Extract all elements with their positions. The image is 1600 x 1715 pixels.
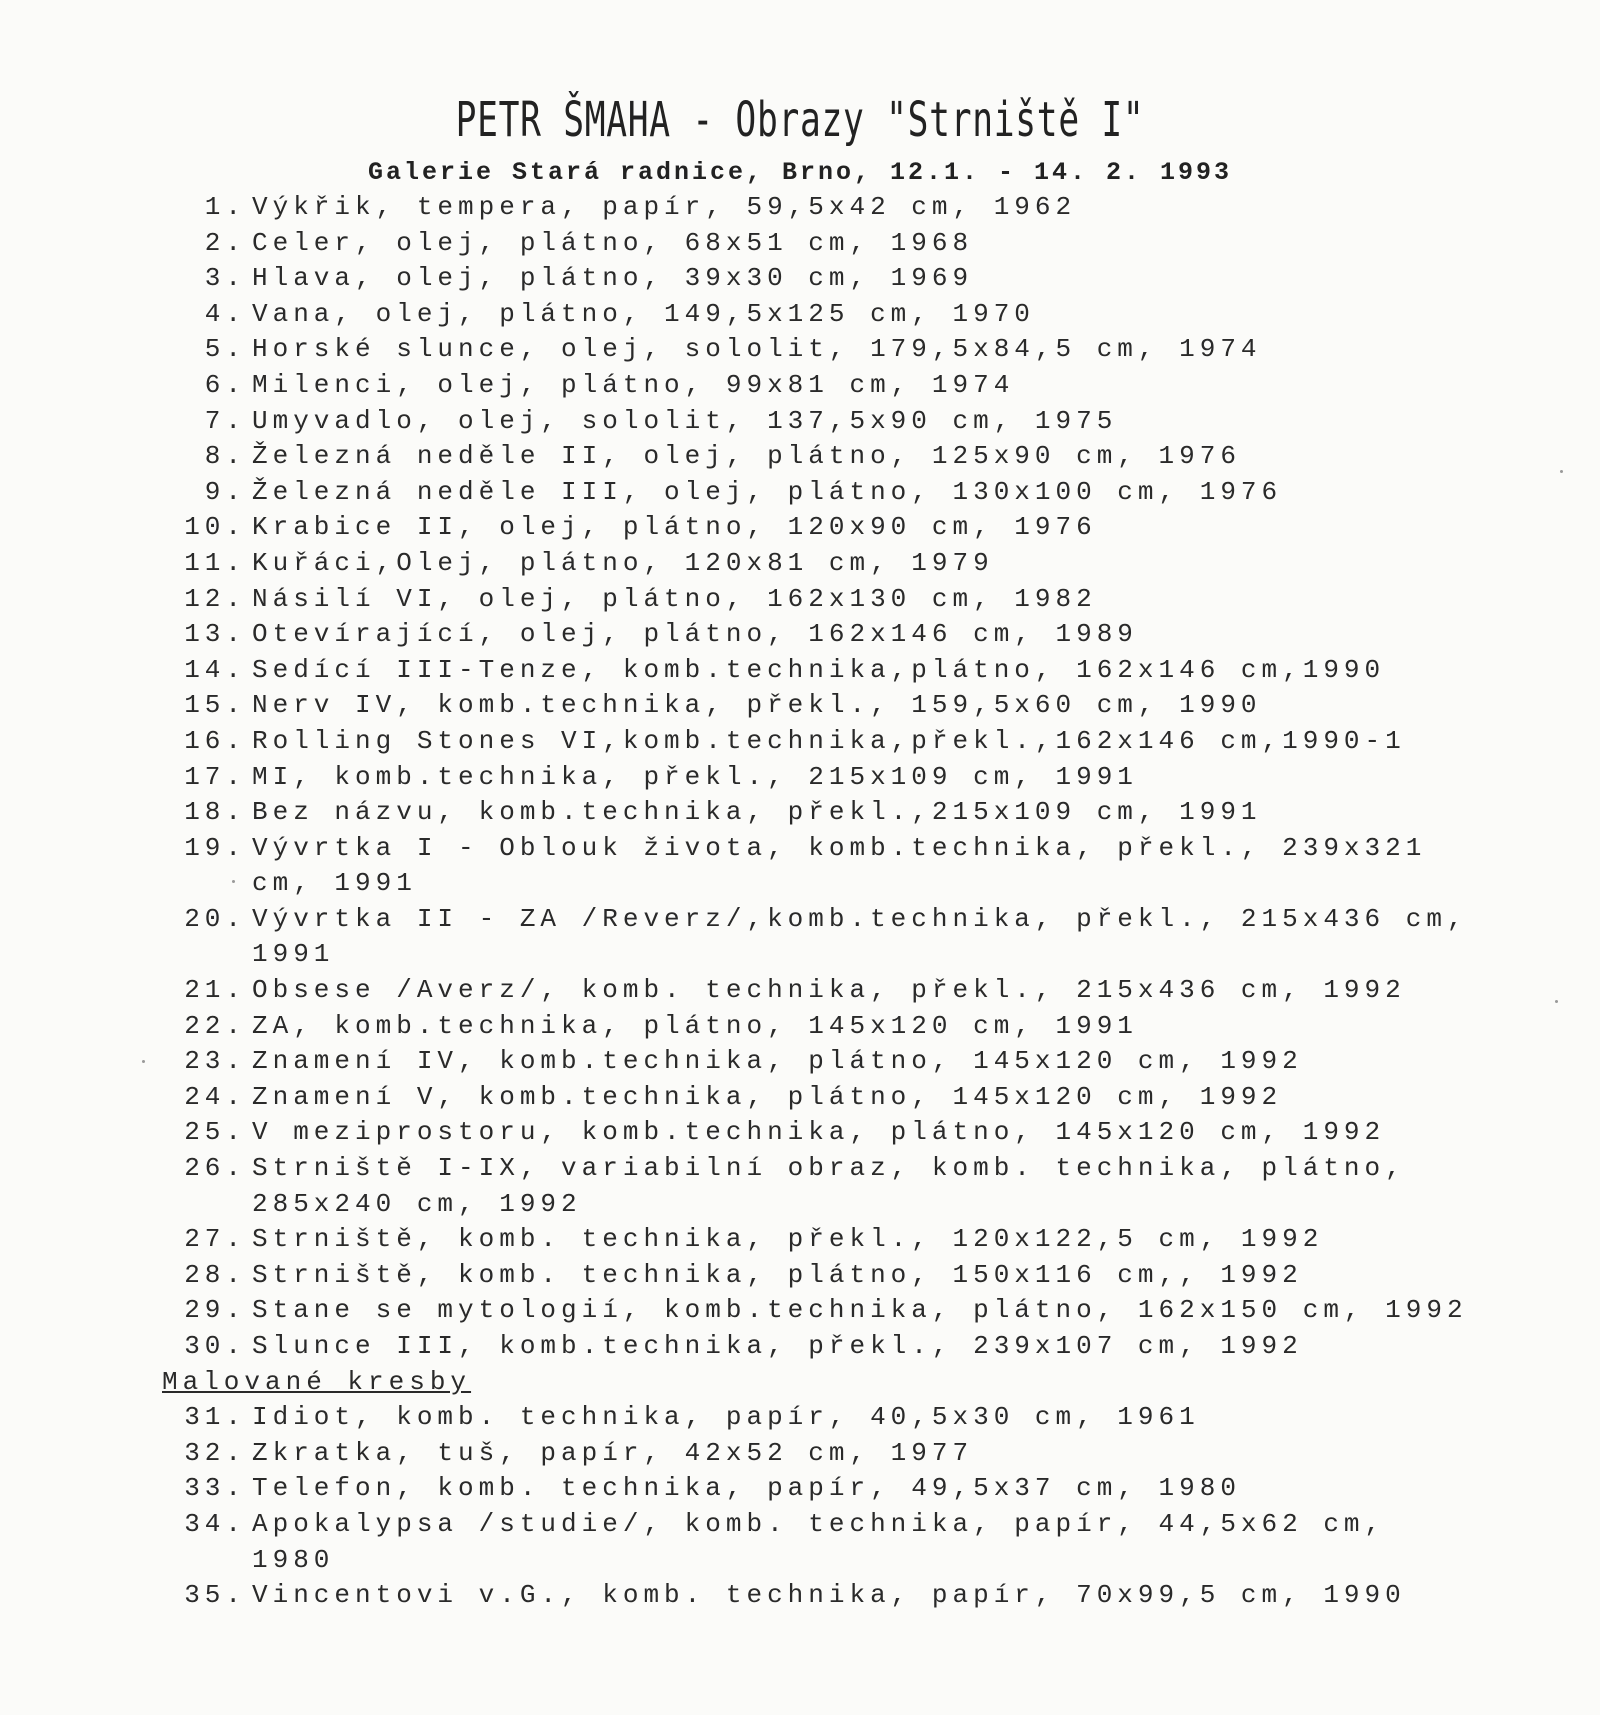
page-subtitle: Galerie Stará radnice, Brno, 12.1. - 14. 2. 1993: [367, 158, 1233, 187]
item-number: 29.: [184, 1295, 246, 1326]
item-number: 3.: [204, 263, 246, 294]
list-item: [160, 724, 1480, 760]
list-item: [160, 226, 1480, 262]
item-number: 18.: [184, 797, 246, 828]
item-number: 12.: [184, 583, 246, 614]
item-text: Hlava, olej, plátno, 39x30 cm, 1969: [252, 263, 974, 294]
list-item: [160, 688, 1480, 724]
list-item: [160, 261, 1480, 297]
list-item: [160, 1400, 1480, 1436]
item-number: 35.: [184, 1580, 246, 1611]
item-number: 6.: [204, 369, 246, 400]
list-item: [160, 546, 1480, 582]
item-number: 19.: [184, 832, 246, 863]
list-item: [160, 510, 1480, 546]
item-text: Strniště, komb. technika, překl., 120x122,5 cm, 1992: [252, 1224, 1324, 1255]
item-number: 9.: [204, 476, 246, 507]
item-number: 4.: [204, 298, 246, 329]
item-number: 22.: [184, 1010, 246, 1041]
list-item: [160, 1009, 1480, 1045]
list-item: [160, 760, 1480, 796]
item-text: Horské slunce, olej, sololit, 179,5x84,5 cm, 1974: [252, 334, 1262, 365]
item-number: 32.: [184, 1437, 246, 1468]
item-text: Vana, olej, plátno, 149,5x125 cm, 1970: [252, 298, 1035, 329]
item-number: 14.: [184, 654, 246, 685]
item-text: Zkratka, tuš, papír, 42x52 cm, 1977: [252, 1437, 974, 1468]
item-number: 10.: [184, 512, 246, 543]
list-item: [160, 973, 1480, 1009]
item-text: Umyvadlo, olej, sololit, 137,5x90 cm, 1975: [252, 405, 1118, 436]
item-text: Vincentovi v.G., komb. technika, papír, 70x99,5 cm, 1990: [252, 1580, 1406, 1611]
list-item: [160, 582, 1480, 618]
item-text: Železná neděle III, olej, plátno, 130x100 cm, 1976: [252, 476, 1283, 507]
item-text: Apokalypsa /studie/, komb. technika, papír, 44,5x62 cm, 1980: [252, 1508, 1406, 1575]
page-title: PETR ŠMAHA - Obrazy "Strniště I": [455, 92, 1145, 148]
list-item: [160, 1507, 1480, 1578]
item-number: 13.: [184, 619, 246, 650]
list-item: [160, 190, 1480, 226]
item-text: Výkřik, tempera, papír, 59,5x42 cm, 1962: [252, 192, 1077, 222]
list-item: [160, 1329, 1480, 1365]
list-item: [160, 1436, 1480, 1472]
list-item: [160, 475, 1480, 511]
item-text: Strniště I-IX, variabilní obraz, komb. technika, plátno, 285x240 cm, 1992: [252, 1153, 1427, 1219]
list-item: [160, 1578, 1480, 1614]
list-item: [160, 1471, 1480, 1507]
item-number: 27.: [184, 1224, 246, 1255]
item-text: Stane se mytologií, komb.technika, plátno, 162x150 cm, 1992: [252, 1295, 1468, 1326]
item-number: 1.: [204, 192, 246, 222]
list-item: [160, 404, 1480, 440]
item-number: 20.: [184, 903, 246, 934]
list-item: [160, 653, 1480, 689]
item-text: Idiot, komb. technika, papír, 40,5x30 cm, 1961: [252, 1402, 1200, 1433]
item-number: 11.: [184, 547, 246, 578]
item-text: Kuřáci,Olej, plátno, 120x81 cm, 1979: [252, 547, 994, 578]
item-number: 34.: [184, 1508, 246, 1539]
item-text: Železná neděle II, olej, plátno, 125x90 cm, 1976: [252, 441, 1241, 472]
list-item: [160, 332, 1480, 368]
list-item: [160, 297, 1480, 333]
item-text: Sedící III-Tenze, komb.technika,plátno, 162x146 cm,1990: [252, 654, 1386, 685]
item-text: Znamení IV, komb.technika, plátno, 145x120 cm, 1992: [252, 1046, 1303, 1077]
item-text: Celer, olej, plátno, 68x51 cm, 1968: [252, 227, 974, 258]
list-item: [160, 1080, 1480, 1116]
item-number: 7.: [204, 405, 246, 436]
list-item: [160, 795, 1480, 831]
item-text: Bez názvu, komb.technika, překl.,215x109 cm, 1991: [252, 797, 1262, 828]
item-text: Milenci, olej, plátno, 99x81 cm, 1974: [252, 369, 1015, 400]
item-number: 28.: [184, 1259, 246, 1290]
item-number: 30.: [184, 1331, 246, 1361]
item-number: 8.: [204, 441, 246, 472]
item-number: 15.: [184, 690, 246, 721]
item-text: Násilí VI, olej, plátno, 162x130 cm, 1982: [252, 583, 1097, 614]
item-number: 17.: [184, 761, 246, 792]
item-text: Nerv IV, komb.technika, překl., 159,5x60 cm, 1990: [252, 690, 1262, 721]
item-text: Krabice II, olej, plátno, 120x90 cm, 1976: [252, 512, 1097, 543]
list-item: [160, 831, 1480, 902]
item-number: 21.: [184, 975, 246, 1006]
item-text: Slunce III, komb.technika, překl., 239x107 cm, 1992: [252, 1331, 1303, 1361]
item-text: Rolling Stones VI,komb.technika,překl.,162x146 cm,1990-1: [252, 725, 1406, 756]
list-item: [160, 617, 1480, 653]
section-heading: Malované kresby: [162, 1366, 472, 1397]
item-text: Obsese /Averz/, komb. technika, překl., 215x436 cm, 1992: [252, 975, 1406, 1006]
item-text: MI, komb.technika, překl., 215x109 cm, 1991: [252, 761, 1138, 792]
item-text: Otevírající, olej, plátno, 162x146 cm, 1989: [252, 619, 1138, 650]
item-number: 2.: [204, 227, 246, 258]
item-text: ZA, komb.technika, plátno, 145x120 cm, 1991: [252, 1010, 1138, 1041]
item-number: 26.: [184, 1153, 246, 1184]
list-item: [160, 1293, 1480, 1329]
item-number: 24.: [184, 1081, 246, 1112]
item-number: 16.: [184, 725, 246, 756]
list-item: [160, 1044, 1480, 1080]
item-text: Telefon, komb. technika, papír, 49,5x37 cm, 1980: [252, 1473, 1241, 1504]
list-item: [160, 439, 1480, 475]
list-item: [160, 902, 1489, 973]
item-number: 5.: [204, 334, 246, 365]
item-number: 31.: [184, 1402, 246, 1433]
item-number: 33.: [184, 1473, 246, 1504]
item-text: V meziprostoru, komb.technika, plátno, 145x120 cm, 1992: [252, 1117, 1386, 1148]
list-item: [160, 1115, 1480, 1151]
artwork-list: [160, 190, 1489, 1614]
item-number: 25.: [184, 1117, 246, 1148]
list-item: [160, 1222, 1480, 1258]
item-number: 23.: [184, 1046, 246, 1077]
item-text: Vývrtka II - ZA /Reverz/,komb.technika, překl., 215x436 cm, 1991: [252, 903, 1489, 970]
list-item: [160, 368, 1480, 404]
list-item: [160, 1258, 1480, 1294]
item-text: Strniště, komb. technika, plátno, 150x116 cm,, 1992: [252, 1259, 1303, 1290]
item-text: Vývrtka I - Oblouk života, komb.technika, překl., 239x321 cm, 1991: [252, 832, 1447, 899]
list-item: [160, 1151, 1480, 1222]
item-text: Znamení V, komb.technika, plátno, 145x120 cm, 1992: [252, 1081, 1283, 1112]
